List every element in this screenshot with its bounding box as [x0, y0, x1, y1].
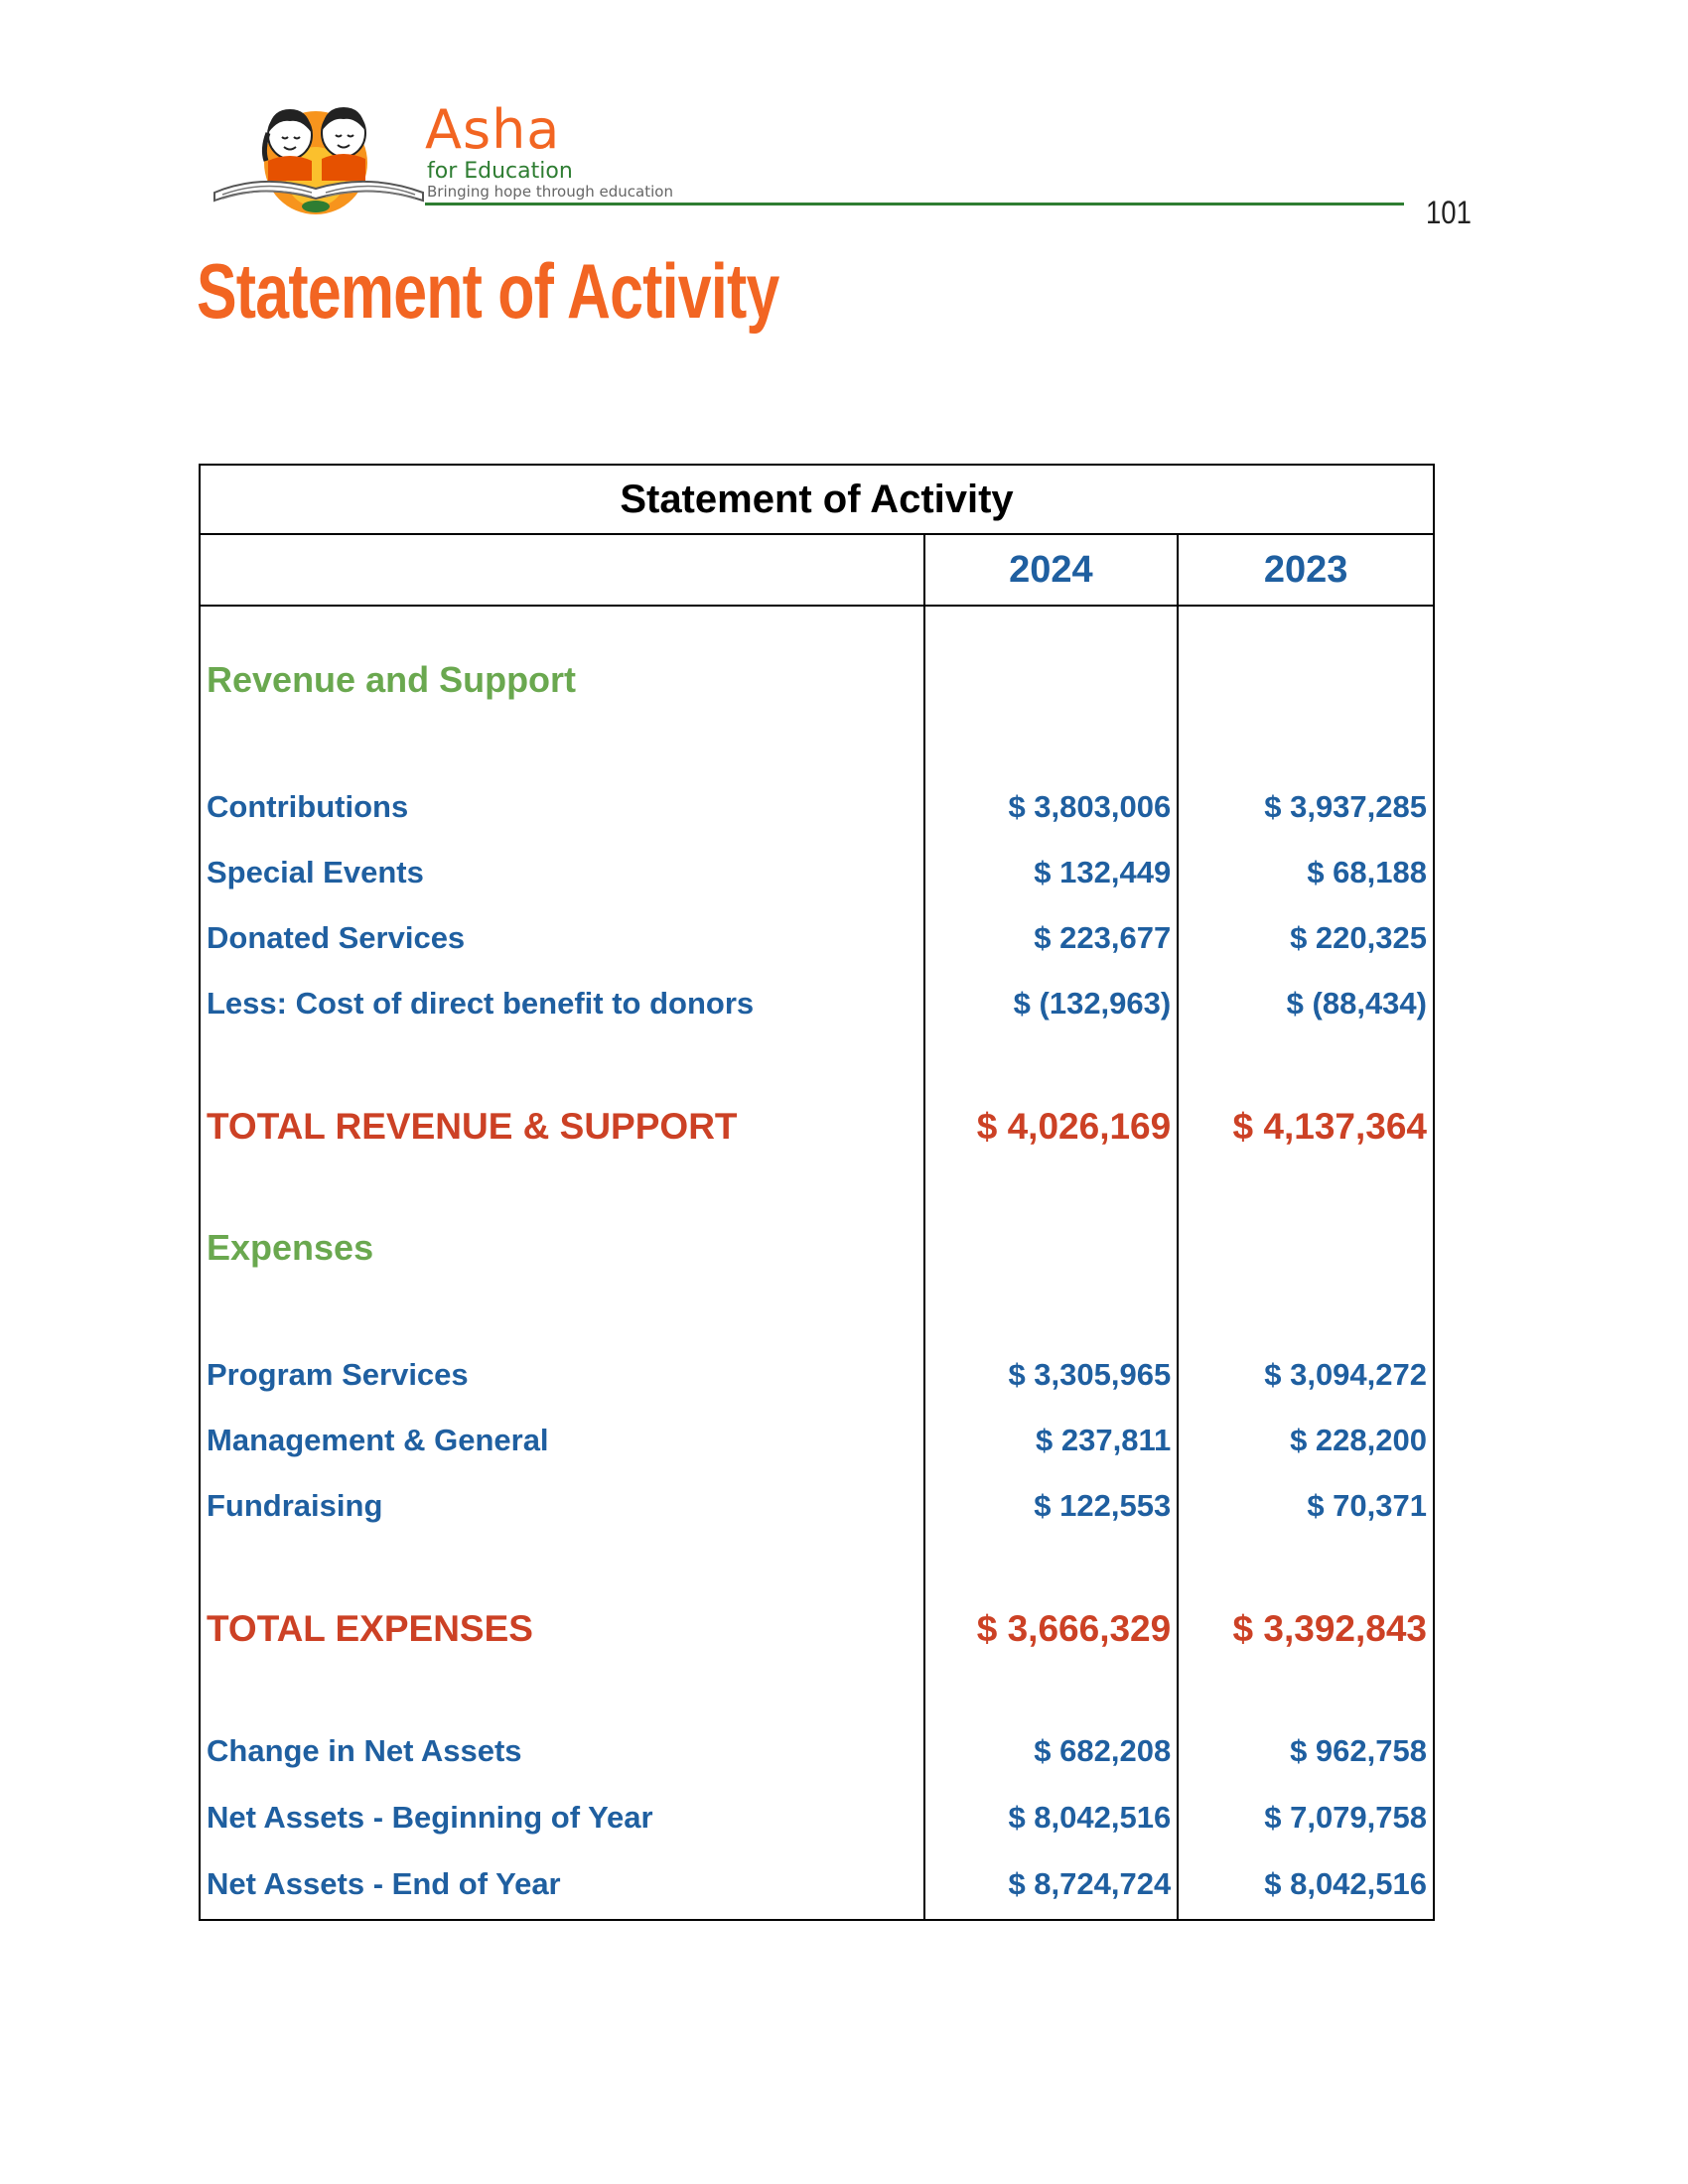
row-label: Net Assets - Beginning of Year [200, 1784, 924, 1849]
brand-name: Asha [425, 98, 561, 161]
row-value-2024: $ 122,553 [924, 1473, 1179, 1539]
section-heading-revenue: Revenue and Support [200, 647, 924, 713]
table-caption: Statement of Activity [200, 465, 1434, 534]
table-row [200, 1718, 1434, 1784]
row-value-2024: $ (132,963) [924, 971, 1179, 1036]
total-revenue-2024: $ 4,026,169 [924, 1092, 1179, 1161]
row-value-2023: $ 7,079,758 [1178, 1784, 1434, 1849]
row-value-2023: $ 3,094,272 [1178, 1342, 1434, 1408]
table-row [200, 905, 1434, 971]
table-row [200, 1408, 1434, 1473]
year-header-row [200, 534, 1434, 606]
table-row [200, 1850, 1434, 1920]
total-revenue-label: TOTAL REVENUE & SUPPORT [200, 1092, 924, 1161]
row-value-2024: $ 132,449 [924, 840, 1179, 905]
total-expenses-label: TOTAL EXPENSES [200, 1594, 924, 1664]
total-row [200, 1594, 1434, 1664]
row-value-2024: $ 8,042,516 [924, 1784, 1179, 1849]
row-value-2023: $ (88,434) [1178, 971, 1434, 1036]
section-heading-row [200, 1215, 1434, 1281]
year-header-label [200, 534, 924, 606]
table-row [200, 774, 1434, 840]
row-value-2024: $ 3,803,006 [924, 774, 1179, 840]
total-expenses-2024: $ 3,666,329 [924, 1594, 1179, 1664]
year-header-2023: 2023 [1178, 534, 1434, 606]
row-value-2023: $ 8,042,516 [1178, 1850, 1434, 1920]
table-row [200, 1784, 1434, 1849]
row-label: Net Assets - End of Year [200, 1850, 924, 1920]
row-value-2024: $ 223,677 [924, 905, 1179, 971]
row-value-2023: $ 68,188 [1178, 840, 1434, 905]
year-header-2024: 2024 [924, 534, 1179, 606]
table-caption-row [200, 465, 1434, 534]
row-value-2023: $ 220,325 [1178, 905, 1434, 971]
row-label: Special Events [200, 840, 924, 905]
row-label: Less: Cost of direct benefit to donors [200, 971, 924, 1036]
row-label: Program Services [200, 1342, 924, 1408]
row-label: Fundraising [200, 1473, 924, 1539]
row-value-2023: $ 962,758 [1178, 1718, 1434, 1784]
section-heading-row [200, 647, 1434, 713]
brand-tagline: Bringing hope through education [427, 183, 673, 201]
row-value-2023: $ 70,371 [1178, 1473, 1434, 1539]
asha-logo-icon [212, 97, 425, 218]
table-row [200, 840, 1434, 905]
row-label: Change in Net Assets [200, 1718, 924, 1784]
section-heading-expenses: Expenses [200, 1215, 924, 1281]
row-value-2024: $ 237,811 [924, 1408, 1179, 1473]
page-title: Statement of Activity [197, 247, 779, 335]
table-row [200, 971, 1434, 1036]
row-label: Donated Services [200, 905, 924, 971]
row-label: Contributions [200, 774, 924, 840]
page-number: 101 [1426, 195, 1472, 230]
row-value-2024: $ 3,305,965 [924, 1342, 1179, 1408]
row-value-2023: $ 228,200 [1178, 1408, 1434, 1473]
row-value-2023: $ 3,937,285 [1178, 774, 1434, 840]
brand-subtitle: for Education [427, 159, 573, 184]
table-row [200, 1473, 1434, 1539]
table-row [200, 1342, 1434, 1408]
header-divider [425, 203, 1404, 205]
total-row [200, 1092, 1434, 1161]
total-expenses-2023: $ 3,392,843 [1178, 1594, 1434, 1664]
row-value-2024: $ 682,208 [924, 1718, 1179, 1784]
total-revenue-2023: $ 4,137,364 [1178, 1092, 1434, 1161]
statement-of-activity-table [199, 464, 1435, 1921]
row-label: Management & General [200, 1408, 924, 1473]
row-value-2024: $ 8,724,724 [924, 1850, 1179, 1920]
